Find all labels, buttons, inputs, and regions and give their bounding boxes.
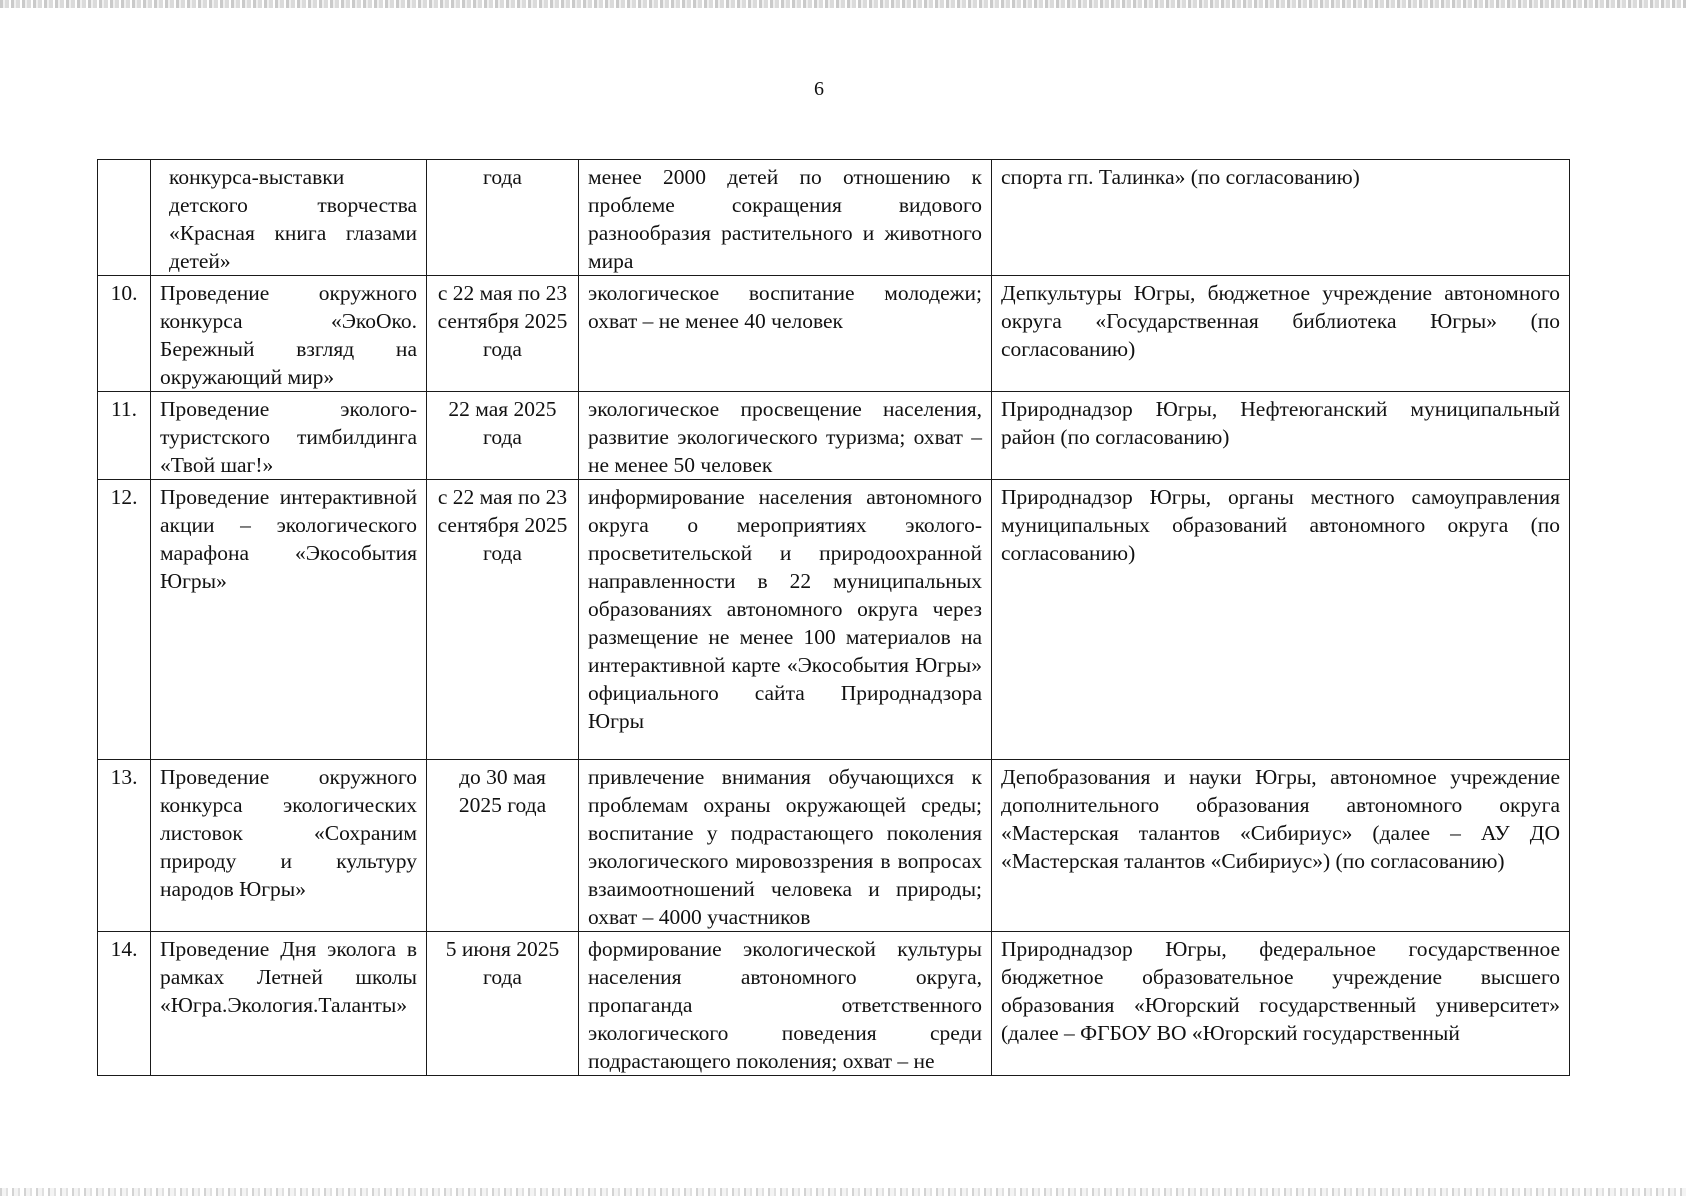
event-name: Проведение окружного конкурса «ЭкоОко. Бережный взгляд на окружающий мир»	[151, 276, 427, 392]
responsible-party: Депкультуры Югры, бюджетное учреждение автономного округа «Государственная библиотека Югры» (по согласованию)	[992, 276, 1570, 392]
event-result: привлечение внимания обучающихся к проблемам охраны окружающей среды; воспитание у подрастающего поколения экологического мировоззрения в вопросах взаимоотношений человека и природы; охват – 4000 участников	[579, 760, 992, 932]
event-result: информирование населения автономного округа о мероприятиях эколого-просветительской и природоохранной направленности в 22 муниципальных образованиях автономного округа через размещение не менее 100 материалов на интерактивной карте «Экособытия Югры» официального сайта Природнадзора Югры	[579, 480, 992, 760]
event-name: Проведение Дня эколога в рамках Летней школы «Югра.Экология.Таланты»	[151, 932, 427, 1076]
table-row	[98, 392, 1570, 480]
event-date: до 30 мая 2025 года	[427, 760, 579, 932]
table-row	[98, 276, 1570, 392]
table-row	[98, 160, 1570, 276]
scan-edge-top	[0, 0, 1686, 8]
event-date: 5 июня 2025 года	[427, 932, 579, 1076]
row-number: 13.	[98, 760, 151, 932]
table-row	[98, 480, 1570, 760]
event-result: формирование экологической культуры населения автономного округа, пропаганда ответственного экологического поведения среди подрастающего поколения; охват – не	[579, 932, 992, 1076]
table-row	[98, 760, 1570, 932]
row-number: 11.	[98, 392, 151, 480]
event-result: экологическое просвещение населения, развитие экологического туризма; охват – не менее 50 человек	[579, 392, 992, 480]
responsible-party: Депобразования и науки Югры, автономное учреждение дополнительного образования автономного округа «Мастерская талантов «Сибириус» (далее – АУ ДО «Мастерская талантов «Сибириус») (по согласованию)	[992, 760, 1570, 932]
event-name: Проведение окружного конкурса экологических листовок «Сохраним природу и культуру народов Югры»	[151, 760, 427, 932]
event-date: с 22 мая по 23 сентября 2025 года	[427, 480, 579, 760]
event-name: Проведение эколого-туристского тимбилдинга «Твой шаг!»	[151, 392, 427, 480]
responsible-party: Природнадзор Югры, Нефтеюганский муниципальный район (по согласованию)	[992, 392, 1570, 480]
event-result: экологическое воспитание молодежи; охват – не менее 40 человек	[579, 276, 992, 392]
responsible-party: Природнадзор Югры, федеральное государственное бюджетное образовательное учреждение высшего образования «Югорский государственный университет» (далее – ФГБОУ ВО «Югорский государственный	[992, 932, 1570, 1076]
event-date: 22 мая 2025 года	[427, 392, 579, 480]
row-number: 14.	[98, 932, 151, 1076]
table-row	[98, 932, 1570, 1076]
row-number: 12.	[98, 480, 151, 760]
scan-edge-bottom	[0, 1188, 1686, 1196]
row-number: 10.	[98, 276, 151, 392]
event-name: конкурса-выставки детского творчества «Красная книга глазами детей»	[151, 160, 427, 276]
row-number	[98, 160, 151, 276]
responsible-party: спорта гп. Талинка» (по согласованию)	[992, 160, 1570, 276]
page-number: 6	[814, 78, 824, 100]
responsible-party: Природнадзор Югры, органы местного самоуправления муниципальных образований автономного округа (по согласованию)	[992, 480, 1570, 760]
event-result: менее 2000 детей по отношению к проблеме сокращения видового разнообразия растительного и животного мира	[579, 160, 992, 276]
event-date: с 22 мая по 23 сентября 2025 года	[427, 276, 579, 392]
events-table	[97, 159, 1570, 1076]
event-name: Проведение интерактивной акции – экологического марафона «Экособытия Югры»	[151, 480, 427, 760]
event-date: года	[427, 160, 579, 276]
